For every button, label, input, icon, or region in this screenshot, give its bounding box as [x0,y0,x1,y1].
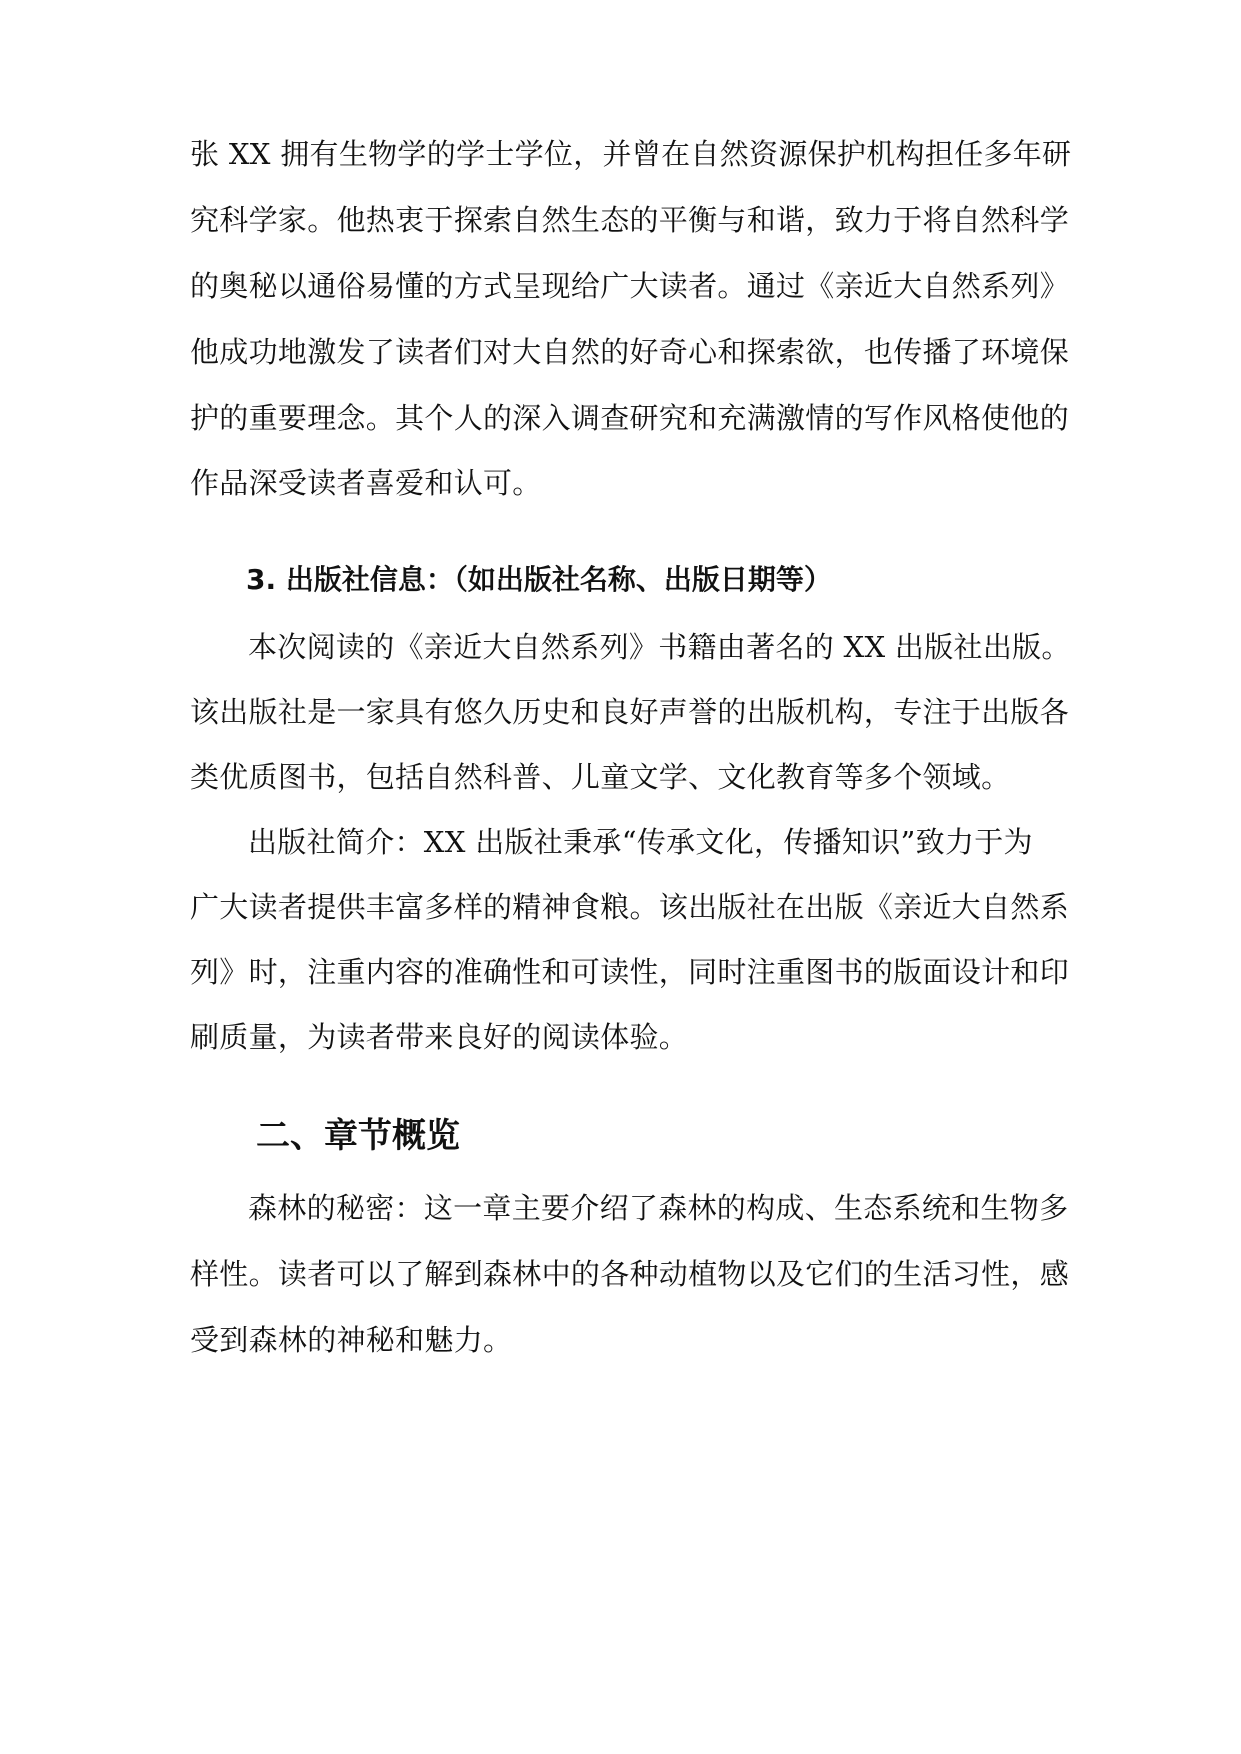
chapter-line-3: 受到森林的神秘和魅力。 [190,1323,513,1357]
publisher-p2-line-4: 刷质量，为读者带来良好的阅读体验。 [190,1020,689,1054]
publisher-p2-line-1: 出版社简介：XX 出版社秉承“传承文化，传播知识”致力于为 [248,825,1033,859]
publisher-p1-line-2: 该出版社是一家具有悠久历史和良好声誉的出版机构，专注于出版各 [190,695,1070,729]
publisher-p1-line-3: 类优质图书，包括自然科普、儿童文学、文化教育等多个领域。 [190,760,1011,794]
publisher-p2-line-3: 列》时，注重内容的准确性和可读性，同时注重图书的版面设计和印 [190,955,1070,989]
chapter-line-1: 森林的秘密：这一章主要介绍了森林的构成、生态系统和生物多 [248,1191,1069,1225]
author-line-6: 作品深受读者喜爱和认可。 [190,466,542,500]
author-line-2: 究科学家。他热衷于探索自然生态的平衡与和谐，致力于将自然科学 [190,203,1070,237]
publisher-heading: 3. 出版社信息：（如出版社名称、出版日期等） [246,563,832,596]
publisher-p1-line-1: 本次阅读的《亲近大自然系列》书籍由著名的 XX 出版社出版。 [248,630,1071,664]
author-line-4: 他成功地激发了读者们对大自然的好奇心和探索欲，也传播了环境保 [190,335,1070,369]
section-heading: 二、章节概览 [256,1116,460,1156]
author-line-1: 张 XX 拥有生物学的学士学位，并曾在自然资源保护机构担任多年研 [190,137,1072,171]
author-line-5: 护的重要理念。其个人的深入调查研究和充满激情的写作风格使他的 [190,401,1070,435]
author-line-3: 的奥秘以通俗易懂的方式呈现给广大读者。通过《亲近大自然系列》 [190,269,1070,303]
publisher-p2-line-2: 广大读者提供丰富多样的精神食粮。该出版社在出版《亲近大自然系 [190,890,1070,924]
chapter-line-2: 样性。读者可以了解到森林中的各种动植物以及它们的生活习性，感 [190,1257,1070,1291]
